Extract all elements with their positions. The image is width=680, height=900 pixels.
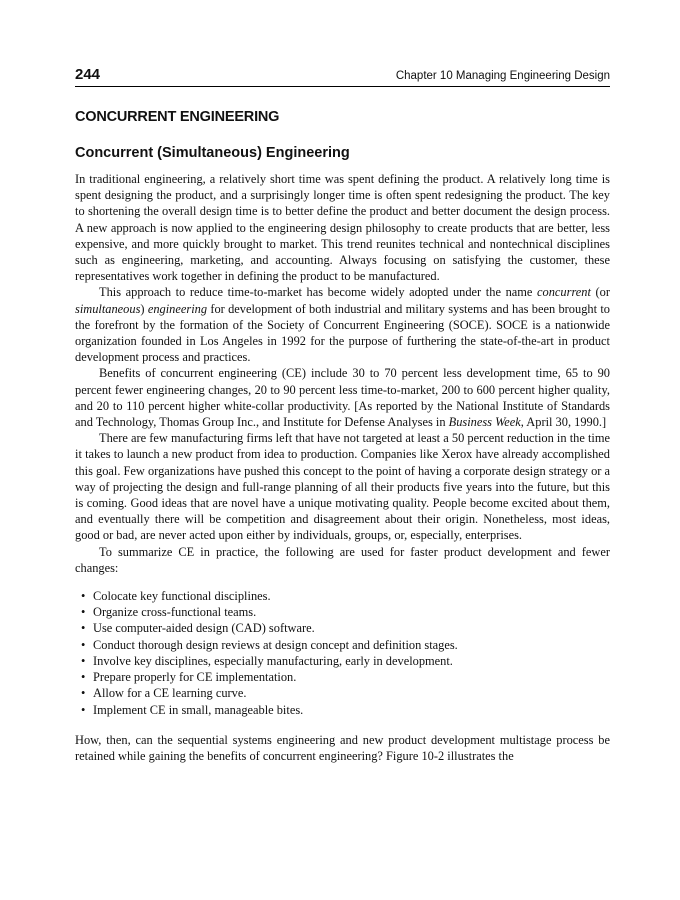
running-head: Chapter 10 Managing Engineering Design bbox=[395, 70, 610, 82]
page-header bbox=[75, 66, 610, 87]
page bbox=[75, 66, 610, 777]
bullet-icon: • bbox=[81, 589, 86, 604]
bullet-icon: • bbox=[81, 653, 86, 668]
page-number: 244 bbox=[75, 66, 101, 83]
section-title: CONCURRENT ENGINEERING bbox=[75, 109, 280, 125]
bullet-icon: • bbox=[81, 637, 86, 652]
subsection-title: Concurrent (Simultaneous) Engineering bbox=[75, 145, 350, 161]
list-item: • Organize cross-functional teams. bbox=[81, 605, 257, 620]
list-item: • Implement CE in small, manageable bites. bbox=[81, 702, 304, 717]
list-item: • Prepare properly for CE implementation. bbox=[81, 670, 297, 685]
list-item: • Colocate key functional disciplines. bbox=[81, 589, 271, 604]
paragraph-5: To summarize CE in practice, the following are used for faster product development and fewer changes: bbox=[75, 544, 610, 575]
paragraph-1: In traditional engineering, a relatively short time was spent defining the product. A relatively long time is spent designing the product, and a surprisingly longer time is often spent redesigning the product. The key to shortening the overall design time is to better define the product and better document the design process. A new approach is now applied to the engineering design philosophy to create products that are better, less expensive, and more quickly brought to market. This trend reunites technical and nontechnical disciplines such as engineering, marketing, and accounting. Always focusing on satisfying the customer, these representatives work together in defining the product to be manufactured. bbox=[75, 172, 610, 284]
bullet-icon: • bbox=[81, 605, 86, 620]
list-item: • Conduct thorough design reviews at design concept and definition stages. bbox=[81, 637, 458, 652]
bullet-icon: • bbox=[81, 702, 86, 717]
paragraph-2: This approach to reduce time-to-market has become widely adopted under the name concurrent (or simultaneous) engineering for development of both industrial and military systems and has been brought to the forefront by the formation of the Society of Concurrent Engineering (SOCE). SOCE is a nationwide organization founded in Los Angeles in 1992 for the purpose of furthering the state-of-the-art in product development process and practices. bbox=[75, 285, 611, 365]
bullet-list bbox=[75, 588, 610, 718]
list-item: • Use computer-aided design (CAD) software. bbox=[81, 621, 315, 636]
closing-paragraph: How, then, can the sequential systems engineering and new product development multistage process be retained while gaining the benefits of concurrent engineering? Figure 10-2 illustrates the bbox=[75, 732, 610, 763]
bullet-icon: • bbox=[81, 686, 86, 701]
bullet-icon: • bbox=[81, 670, 86, 685]
paragraph-4: There are few manufacturing firms left that have not targeted at least a 50 percent reduction in the time it takes to launch a new product from idea to production. Companies like Xerox have already accomplished this goal. Few organizations have pushed this concept to the point of having a corporate design strategy or a way of projecting the design and full-range planning of all their products five years into the future, but this is coming. Good ideas that are novel have a unique motivating quality. People become excited about them, and eventually there will be competition and disagreement about their origin. Nonetheless, most ideas, good or bad, are never acted upon either by individuals, groups, or, especially, enterprises. bbox=[75, 431, 610, 543]
bullet-icon: • bbox=[81, 621, 86, 636]
paragraph-3: Benefits of concurrent engineering (CE) include 30 to 70 percent less development time, 65 to 90 percent fewer engineering changes, 20 to 90 percent less time-to-market, 200 to 600 percent higher quality, and 20 to 110 percent higher white-collar productivity. [As reported by the National Institute of Standards and Technology, Thomas Group Inc., and Institute for Defense Analyses in Business Week, April 30, 1990.] bbox=[75, 366, 610, 430]
list-item: • Involve key disciplines, especially manufacturing, early in development. bbox=[81, 653, 453, 668]
list-item: • Allow for a CE learning curve. bbox=[81, 686, 247, 701]
body-text bbox=[75, 171, 610, 576]
